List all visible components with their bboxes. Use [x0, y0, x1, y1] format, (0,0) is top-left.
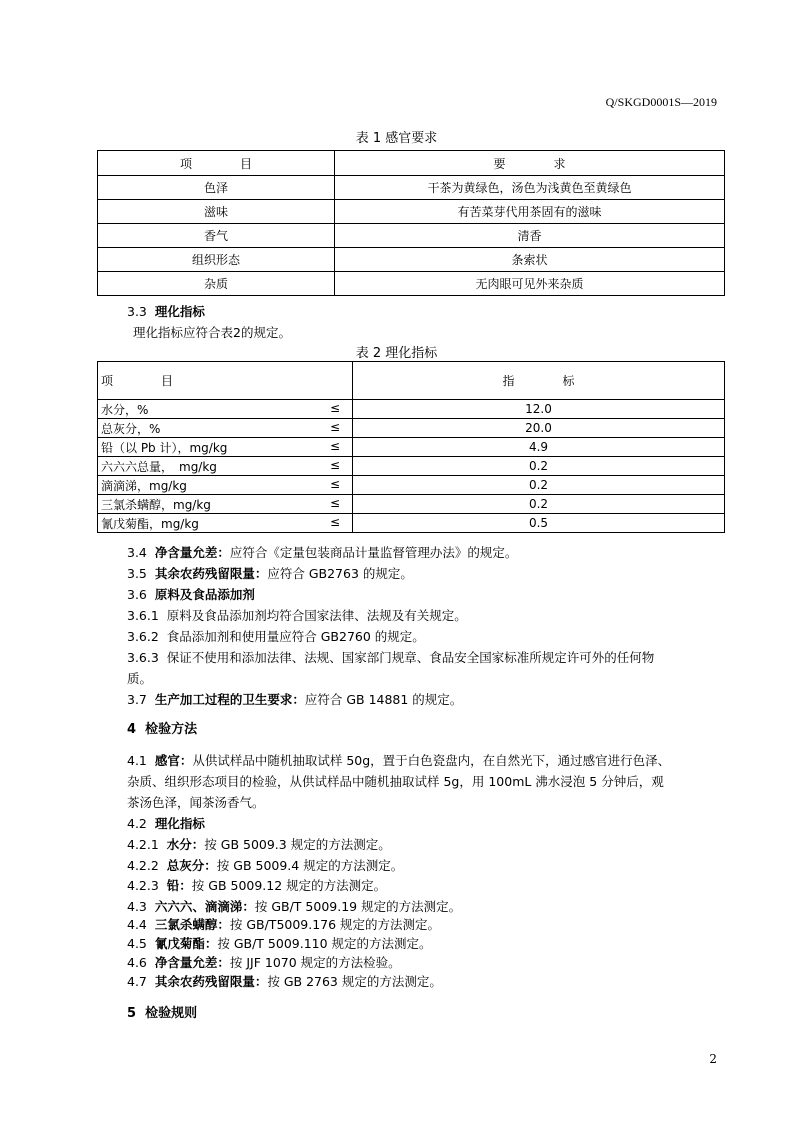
section-number: 4.5	[127, 936, 147, 951]
section-text: 按 GB/T 5009.110 规定的方法测定。	[217, 936, 432, 951]
table-header-row	[98, 362, 725, 400]
section-number: 3.6.2	[127, 629, 159, 644]
section-title: 生产加工过程的卫生要求：	[154, 692, 305, 707]
table-row	[98, 224, 725, 248]
section-4-heading	[127, 718, 197, 737]
table-header-cell: 项 目	[98, 362, 353, 400]
operator: ≤	[329, 439, 340, 453]
operator: ≤	[329, 420, 340, 434]
section-4-3	[127, 897, 461, 915]
section-number: 3.6	[127, 587, 147, 602]
item-label: 滴滴涕，mg/kg	[101, 478, 187, 493]
section-4-1-line3: 茶汤色泽，闻茶汤香气。	[127, 795, 265, 810]
table-cell: 清香	[335, 224, 725, 248]
operator: ≤	[329, 496, 340, 510]
section-number: 4.4	[127, 917, 147, 932]
section-5-heading	[127, 1002, 197, 1021]
section-text: 按 GB 2763 规定的方法测定。	[267, 974, 442, 989]
section-title: 三氯杀螨醇：	[154, 917, 230, 932]
section-number: 3.6.1	[127, 608, 159, 623]
page-number: 2	[709, 1052, 717, 1066]
section-number: 3.7	[127, 692, 147, 707]
section-number: 4	[127, 722, 137, 737]
section-3-7	[127, 690, 462, 708]
physicochemical-table	[97, 361, 725, 533]
section-text: 按 GB 5009.12 规定的方法测定。	[191, 878, 387, 893]
section-title: 原料及食品添加剂	[154, 587, 255, 602]
section-number: 4.2.1	[127, 837, 159, 852]
operator: ≤	[329, 515, 340, 529]
table-cell	[98, 457, 353, 476]
table-row	[98, 438, 725, 457]
table-cell: 组织形态	[98, 248, 335, 272]
table-cell: 4.9	[353, 438, 725, 457]
table-cell: 无肉眼可见外来杂质	[335, 272, 725, 296]
section-title: 理化指标	[154, 304, 205, 319]
table-row	[98, 248, 725, 272]
section-number: 4.2	[127, 816, 147, 831]
section-3-6-1	[127, 606, 467, 624]
section-title: 检验方法	[145, 722, 198, 737]
table-cell: 杂质	[98, 272, 335, 296]
table-cell	[98, 438, 353, 457]
table-header-cell: 要 求	[335, 151, 725, 176]
section-4-1-line2: 杂质、组织形态项目的检验，从供试样品中随机抽取试样 5g，用 100mL 沸水浸泡 5 分钟后，观	[127, 774, 664, 789]
section-text: 按 GB 5009.4 规定的方法测定。	[216, 858, 404, 873]
section-number: 4.1	[127, 753, 147, 768]
table-row	[98, 200, 725, 224]
table-cell: 0.2	[353, 495, 725, 514]
item-label: 水分，%	[101, 402, 149, 417]
section-title: 感官：	[154, 753, 193, 768]
section-number: 4.2.2	[127, 858, 159, 873]
section-4-2	[127, 814, 205, 832]
table-header-cell: 指 标	[353, 362, 725, 400]
section-4-2-1	[127, 835, 391, 853]
operator: ≤	[329, 477, 340, 491]
item-label: 总灰分，%	[101, 421, 161, 436]
section-4-7	[127, 972, 442, 990]
section-text: 应符合 GB 14881 的规定。	[304, 692, 463, 707]
section-3-3-text: 理化指标应符合表2的规定。	[133, 325, 291, 340]
section-number: 4.6	[127, 955, 147, 970]
table-cell: 干茶为黄绿色，汤色为浅黄色至黄绿色	[335, 176, 725, 200]
table-row	[98, 419, 725, 438]
section-text: 按 GB/T5009.176 规定的方法测定。	[229, 917, 441, 932]
section-4-2-3	[127, 876, 386, 894]
section-4-4	[127, 915, 440, 933]
section-title: 铅：	[166, 878, 192, 893]
table-row	[98, 514, 725, 533]
section-title: 理化指标	[154, 816, 205, 831]
section-number: 5	[127, 1006, 137, 1021]
section-4-6	[127, 953, 401, 971]
section-3-6-3-cont: 质。	[127, 671, 153, 686]
table-row	[98, 476, 725, 495]
section-title: 净含量允差：	[154, 545, 230, 560]
section-number: 3.3	[127, 304, 147, 319]
table-cell	[98, 514, 353, 533]
section-text: 食品添加剂和使用量应符合 GB2760 的规定。	[166, 629, 425, 644]
section-title: 水分：	[166, 837, 205, 852]
table-cell	[98, 400, 353, 419]
table1-caption: 表 1 感官要求	[355, 131, 438, 146]
section-title: 其余农药残留限量：	[154, 974, 268, 989]
section-text: 按 GB 5009.3 规定的方法测定。	[204, 837, 391, 852]
section-text: 原料及食品添加剂均符合国家法律、法规及有关规定。	[166, 608, 467, 623]
standard-code: Q/SKGD0001S—2019	[605, 95, 717, 109]
section-text: 应符合《定量包装商品计量监督管理办法》的规定。	[229, 545, 518, 560]
table-cell: 12.0	[353, 400, 725, 419]
section-3-6	[127, 585, 255, 603]
table-cell: 条索状	[335, 248, 725, 272]
section-text: 按 JJF 1070 规定的方法检验。	[229, 955, 401, 970]
table-cell: 香气	[98, 224, 335, 248]
section-title: 氰戊菊酯：	[154, 936, 218, 951]
item-label: 铅（以 Pb 计），mg/kg	[101, 440, 228, 455]
table-row	[98, 272, 725, 296]
section-text: 应符合 GB2763 的规定。	[267, 566, 413, 581]
section-title: 其余农药残留限量：	[154, 566, 268, 581]
section-3-6-3	[127, 648, 654, 666]
section-number: 4.3	[127, 899, 147, 914]
section-3-6-2	[127, 627, 425, 645]
table-cell: 0.2	[353, 476, 725, 495]
table2-caption: 表 2 理化指标	[355, 346, 438, 361]
section-4-1	[127, 751, 670, 769]
table-cell: 色泽	[98, 176, 335, 200]
section-text: 从供试样品中随机抽取试样 50g，置于白色瓷盘内，在自然光下，通过感官进行色泽、	[192, 753, 671, 768]
table-header-row	[98, 151, 725, 176]
section-title: 净含量允差：	[154, 955, 230, 970]
section-text: 保证不使用和添加法律、法规、国家部门规章、食品安全国家标准所规定许可外的任何物	[166, 650, 655, 665]
section-number: 3.6.3	[127, 650, 159, 665]
table-cell: 20.0	[353, 419, 725, 438]
table-cell: 0.5	[353, 514, 725, 533]
section-4-2-2	[127, 856, 403, 874]
operator: ≤	[329, 401, 340, 415]
sensory-requirements-table	[97, 150, 725, 296]
section-text: 按 GB/T 5009.19 规定的方法测定。	[254, 899, 462, 914]
operator: ≤	[329, 458, 340, 472]
section-3-3-heading	[127, 302, 205, 320]
item-label: 三氯杀螨醇，mg/kg	[101, 497, 211, 512]
section-4-5	[127, 934, 432, 952]
table-cell: 有苦菜芽代用茶固有的滋味	[335, 200, 725, 224]
section-3-5	[127, 564, 413, 582]
table-header-cell: 项 目	[98, 151, 335, 176]
section-number: 3.5	[127, 566, 147, 581]
table-row	[98, 176, 725, 200]
table-row	[98, 400, 725, 419]
table-cell	[98, 495, 353, 514]
section-title: 六六六、滴滴涕：	[154, 899, 255, 914]
section-title: 总灰分：	[166, 858, 217, 873]
section-3-4	[127, 543, 517, 561]
section-number: 4.7	[127, 974, 147, 989]
table-cell: 0.2	[353, 457, 725, 476]
item-label: 氰戊菊酯，mg/kg	[101, 516, 199, 531]
item-label: 六六六总量， mg/kg	[101, 459, 217, 474]
table-cell	[98, 419, 353, 438]
section-number: 4.2.3	[127, 878, 159, 893]
section-number: 3.4	[127, 545, 147, 560]
table-cell: 滋味	[98, 200, 335, 224]
table-row	[98, 495, 725, 514]
table-cell	[98, 476, 353, 495]
table-row	[98, 457, 725, 476]
section-title: 检验规则	[145, 1006, 198, 1021]
